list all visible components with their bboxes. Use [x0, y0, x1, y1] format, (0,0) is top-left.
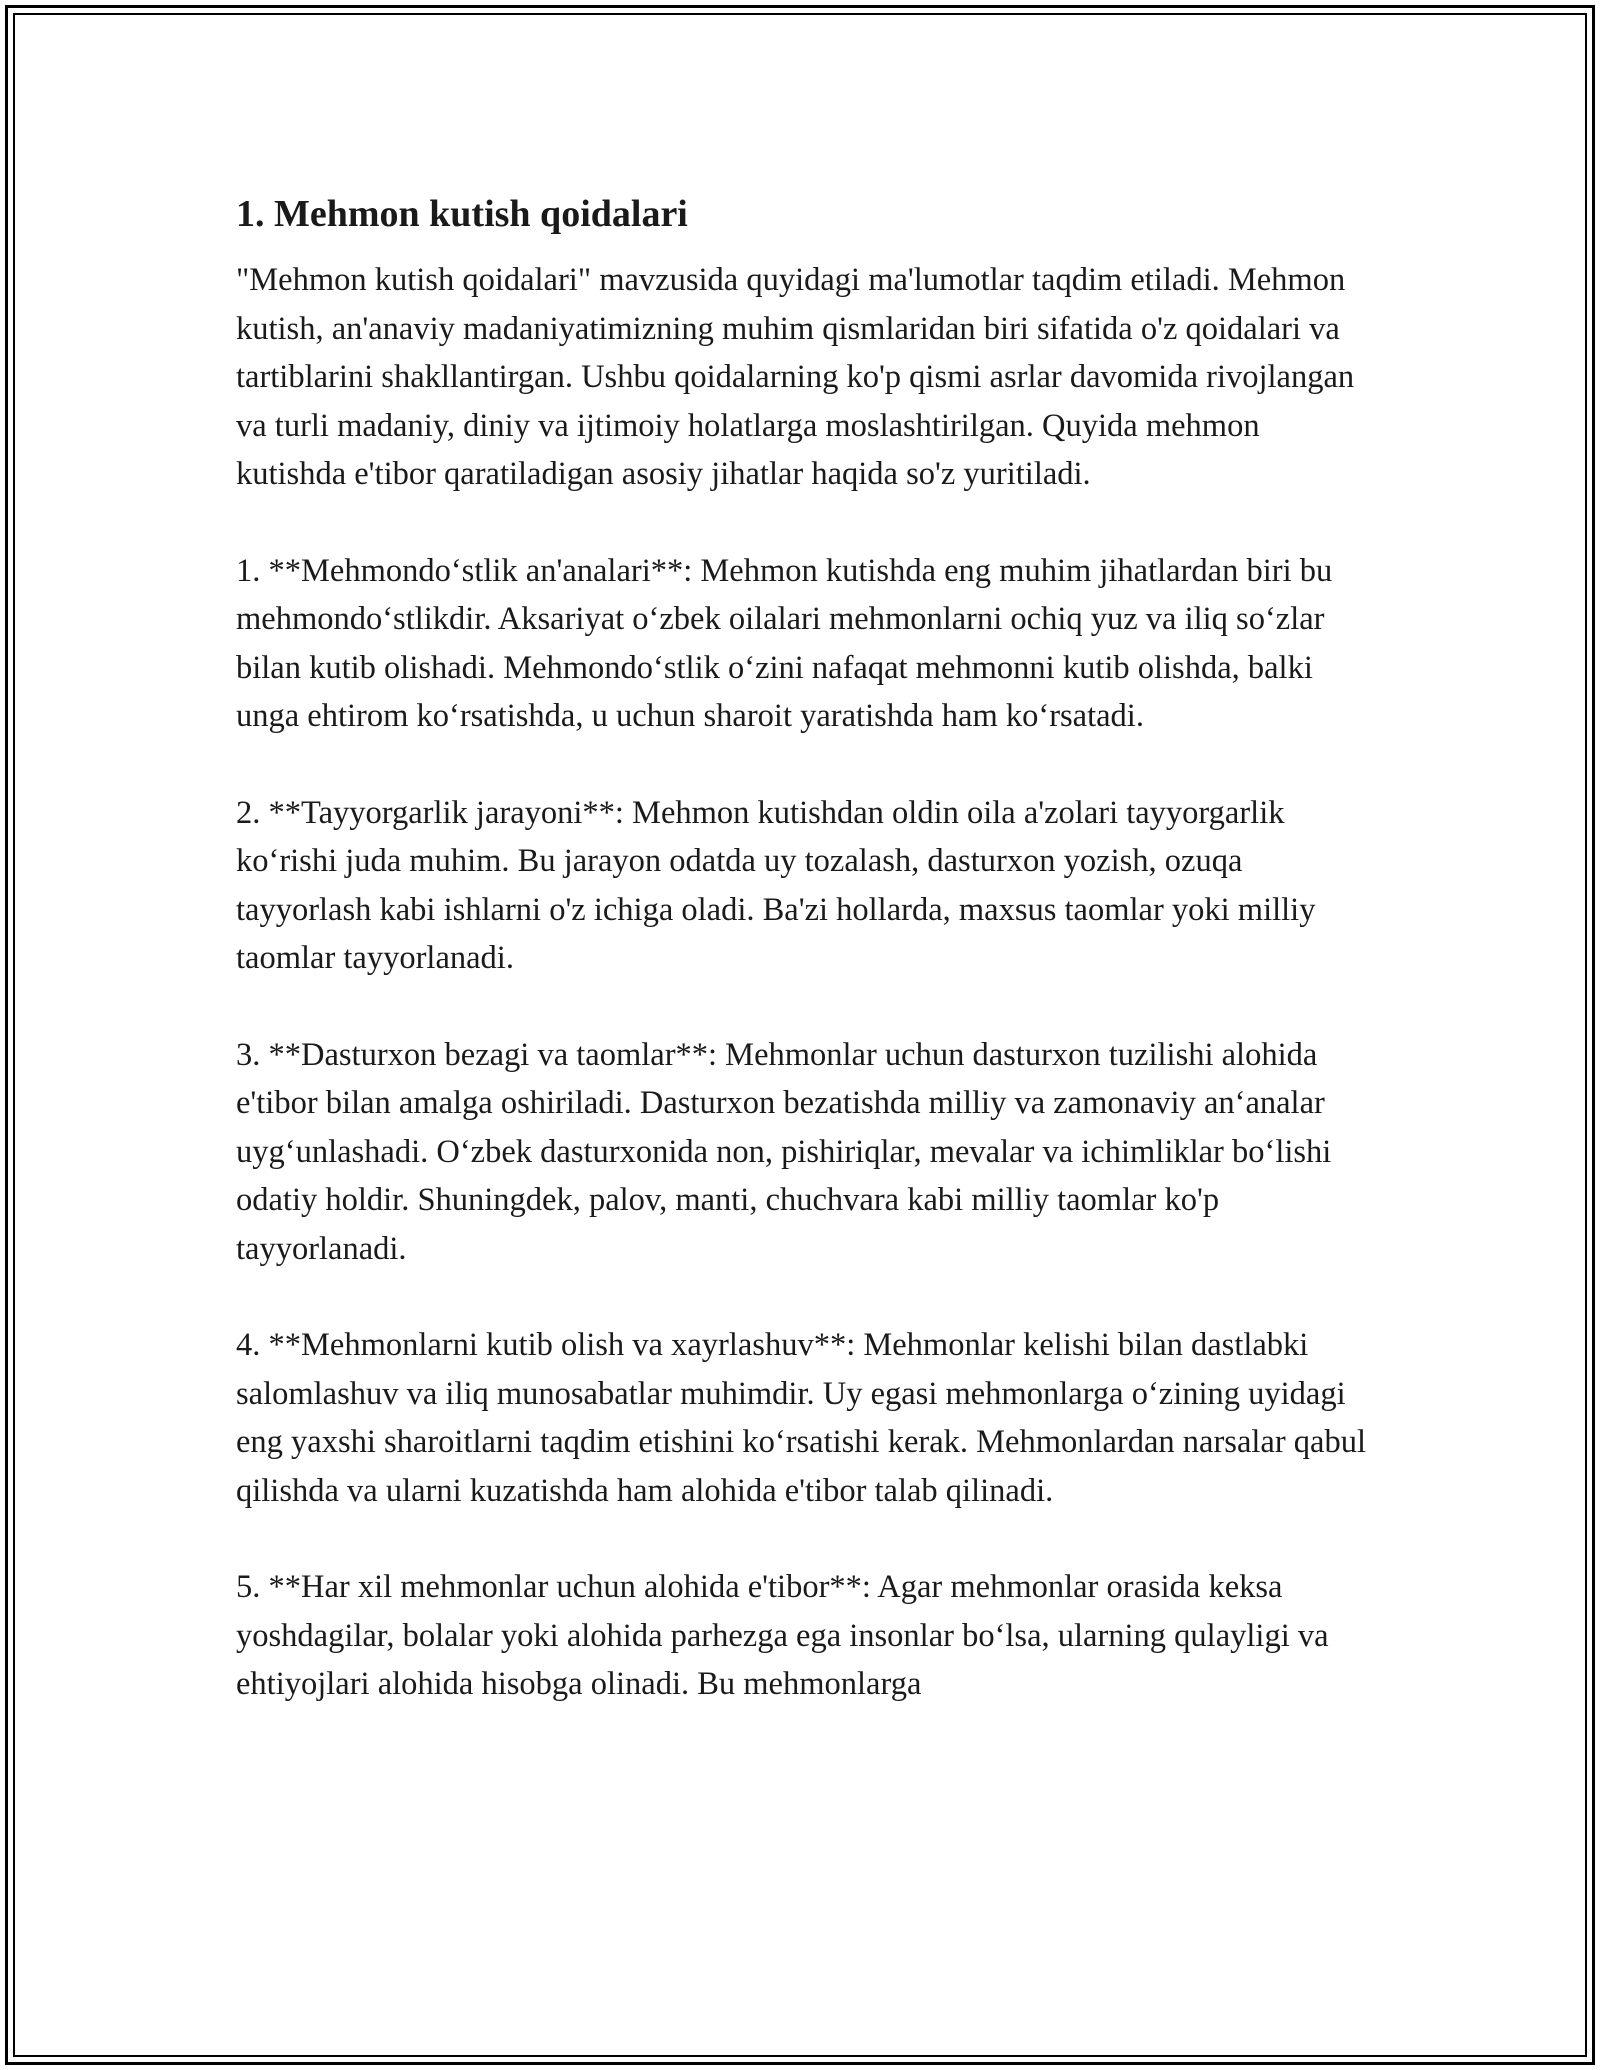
- document-body: [236, 186, 1376, 1757]
- paragraph-mehmondostlik: 1. **Mehmondoʻstlik an'analari**: Mehmon kutishda eng muhim jihatlardan biri bu mehmondoʻstlikdir. Aksariyat oʻzbek oilalari mehmonlarni ochiq yuz va iliq soʻzlar bilan kutib olishadi. Mehmondoʻstlik oʻzini nafaqat mehmonni kutib olishda, balki unga ehtirom koʻrsatishda, u uchun sharoit yaratishda ham koʻrsatadi.: [236, 552, 1333, 734]
- paragraph-tayyorgarlik: 2. **Tayyorgarlik jarayoni**: Mehmon kutishdan oldin oila a'zolari tayyorgarlik koʻrishi juda muhim. Bu jarayon odatda uy tozalash, dasturxon yozish, ozuqa tayyorlash kabi ishlarni o'z ichiga oladi. Ba'zi hollarda, maxsus taomlar yoki milliy taomlar tayyorlanadi.: [236, 794, 1316, 976]
- paragraph-dasturxon: 3. **Dasturxon bezagi va taomlar**: Mehmonlar uchun dasturxon tuzilishi alohida e'tibor bilan amalga oshiriladi. Dasturxon bezatishda milliy va zamonaviy anʻanalar uygʻunlashadi. Oʻzbek dasturxonida non, pishiriqlar, mevalar va ichimliklar boʻlishi odatiy holdir. Shuningdek, palov, manti, chuchvara kabi milliy taomlar ko'p tayyorlanadi.: [236, 1036, 1332, 1267]
- section-heading: 1. Mehmon kutish qoidalari: [236, 193, 688, 235]
- paragraph-kutib-olish: 4. **Mehmonlarni kutib olish va xayrlashuv**: Mehmonlar kelishi bilan dastlabki salomlashuv va iliq munosabatlar muhimdir. Uy egasi mehmonlarga oʻzining uyidagi eng yaxshi sharoitlarni taqdim etishini koʻrsatishi kerak. Mehmonlardan narsalar qabul qilishda va ularni kuzatishda ham alohida e'tibor talab qilinadi.: [236, 1327, 1366, 1509]
- intro-paragraph: "Mehmon kutish qoidalari" mavzusida quyidagi ma'lumotlar taqdim etiladi. Mehmon kutish, an'anaviy madaniyatimizning muhim qismlaridan biri sifatida o'z qoidalari va tartiblarini shakllantirgan. Ushbu qoidalarning ko'p qismi asrlar davomida rivojlangan va turli madaniy, diniy va ijtimoiy holatlarga moslashtirilgan. Quyida mehmon kutishda e'tibor qaratiladigan asosiy jihatlar haqida so'z yuritiladi.: [236, 262, 1355, 492]
- paragraph-har-xil-mehmonlar: 5. **Har xil mehmonlar uchun alohida e'tibor**: Agar mehmonlar orasida keksa yoshdagilar, bolalar yoki alohida parhezga ega insonlar boʻlsa, ularning qulayligi va ehtiyojlari alohida hisobga olinadi. Bu mehmonlarga: [236, 1569, 1329, 1702]
